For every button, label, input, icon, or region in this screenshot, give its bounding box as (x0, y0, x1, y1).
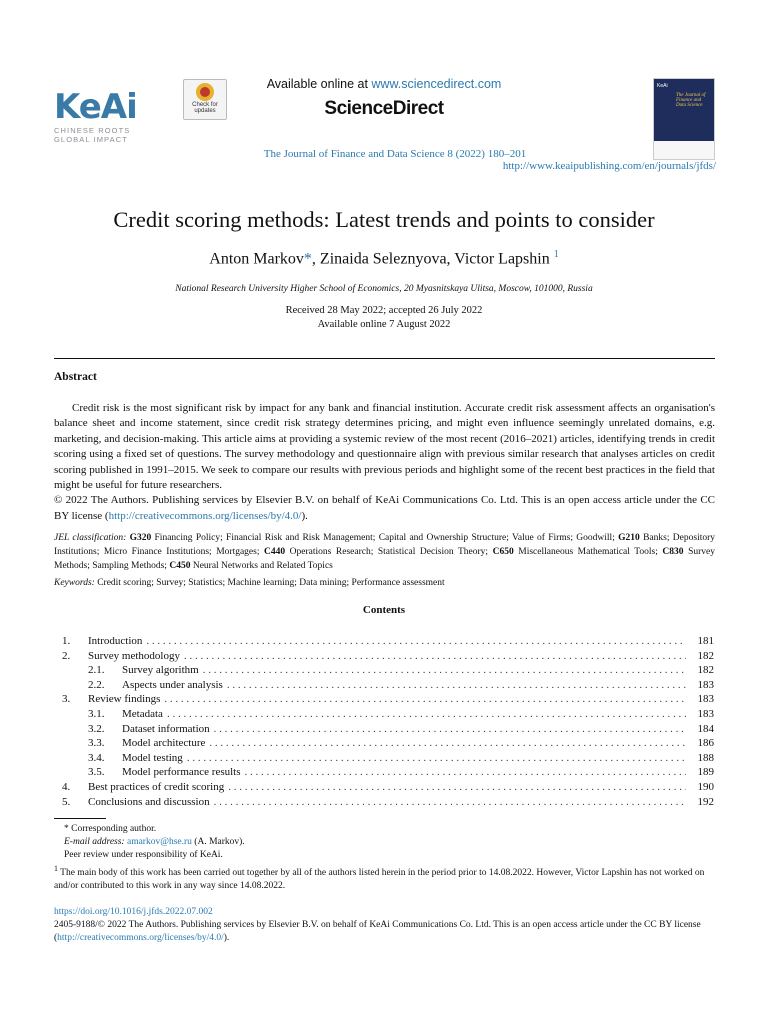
toc-number: 2.1. (88, 664, 105, 677)
toc-number: 3.5. (88, 766, 105, 779)
corresponding-author-note: * Corresponding author. (64, 824, 157, 834)
toc-page-number: 192 (697, 795, 714, 808)
toc-number: 1. (62, 635, 71, 647)
available-date: Available online 7 August 2022 (317, 319, 451, 330)
toc-entry[interactable] (62, 795, 714, 810)
issn-end: ). (223, 933, 230, 943)
toc-leader-dots (203, 663, 686, 678)
toc-entry[interactable] (62, 780, 714, 795)
toc-entry[interactable] (62, 722, 714, 737)
toc-leader-dots (167, 707, 686, 722)
toc-leader-dots (209, 736, 686, 751)
footnote-text: The main body of this work has been carried out together by all of the authors listed herein in the period prior to 14.08.2022. However, Victor Lapshin has not worked on and/or contributed to this work in any way since 14.08.2022. (54, 868, 705, 892)
toc-page-number: 183 (697, 693, 714, 706)
issn-text: 2405-9188/© 2022 The Authors. Publishing services by Elsevier B.V. on behalf of KeAi Communications Co. Ltd. This is an open access article under the CC BY license ( (54, 920, 701, 943)
toc-entry[interactable] (62, 707, 714, 722)
logo-tagline-1: CHINESE ROOTS (54, 126, 131, 135)
toc-label: Aspects under analysis (122, 678, 223, 691)
copyright-end: ). (301, 509, 308, 522)
cover-journal-title: The Journal of Finance and Data Science (676, 93, 706, 108)
journal-url[interactable]: http://www.keaipublishing.com/en/journals/jfds/ (502, 160, 716, 172)
article-title: Credit scoring methods: Latest trends and points to consider (113, 207, 655, 232)
logo-tagline (54, 126, 144, 144)
toc-number: 5. (62, 795, 71, 808)
toc-number: 2. (62, 649, 71, 662)
toc-leader-dots (214, 722, 686, 737)
jel-classification (54, 531, 715, 573)
jel-text: Neural Networks and Related Topics (190, 561, 333, 571)
abstract-body (54, 401, 715, 524)
jel-code: C650 (492, 547, 514, 557)
jel-code: G210 (618, 533, 640, 543)
affiliation: National Research University Higher School of Economics, 20 Myasnitskaya Ulitsa, Moscow, 101000, Russia (175, 284, 593, 294)
jel-code: C450 (169, 561, 191, 571)
jel-text: Miscellaneous Mathematical Tools; (513, 547, 663, 557)
journal-reference[interactable]: The Journal of Finance and Data Science 8 (2022) 180–201 (263, 148, 527, 160)
jel-text: Financing Policy; Financial Risk and Risk Management; Capital and Ownership Structure; Value of Firms; Goodwill; (151, 533, 619, 543)
toc-page-number: 183 (697, 678, 714, 691)
toc-leader-dots (164, 692, 686, 707)
peer-review-note: Peer review under responsibility of KeAi. (64, 850, 223, 860)
toc-page-number: 181 (697, 635, 714, 647)
toc-label: Model performance results (122, 766, 241, 779)
corresponding-author-mark[interactable]: * (303, 250, 312, 268)
toc-label: Survey methodology (88, 649, 180, 662)
toc-label: Model architecture (122, 737, 206, 750)
toc-entry[interactable] (62, 692, 714, 707)
jel-code: C440 (264, 547, 286, 557)
author-list (0, 249, 768, 268)
author-footnote-mark[interactable]: 1 (553, 249, 559, 260)
divider (54, 358, 715, 359)
footnotes (54, 823, 715, 893)
keywords (54, 578, 445, 588)
toc-number: 3.2. (88, 722, 105, 735)
contents-heading: Contents (362, 604, 406, 616)
toc-number: 3.3. (88, 737, 105, 750)
sciencedirect-link[interactable]: www.sciencedirect.com (371, 77, 502, 91)
toc-entry[interactable] (62, 751, 714, 766)
toc-leader-dots (184, 649, 686, 664)
doi-license-link[interactable]: http://creativecommons.org/licenses/by/4.0/ (57, 933, 224, 943)
email-suffix: (A. Markov). (191, 837, 245, 847)
toc-number: 2.2. (88, 678, 105, 691)
abstract-heading: Abstract (54, 371, 97, 383)
toc-label: Metadata (122, 707, 163, 720)
jel-text: Survey Methods; Sampling Methods; (54, 547, 715, 571)
toc-number: 3. (62, 693, 71, 706)
table-of-contents (62, 634, 714, 809)
toc-label: Introduction (88, 635, 143, 647)
toc-entry[interactable] (62, 678, 714, 693)
email-line (54, 836, 715, 849)
article-dates (0, 304, 768, 332)
logo-text: KeAi (54, 87, 137, 127)
toc-page-number: 188 (697, 751, 714, 764)
toc-page-number: 182 (697, 664, 714, 677)
toc-leader-dots (228, 780, 686, 795)
toc-label: Conclusions and discussion (88, 795, 210, 808)
toc-leader-dots (187, 751, 686, 766)
doi-block (54, 906, 715, 945)
license-link[interactable]: http://creativecommons.org/licenses/by/4.0/ (108, 509, 302, 522)
toc-page-number: 184 (697, 722, 714, 735)
toc-entry[interactable] (62, 649, 714, 664)
toc-page-number: 189 (697, 766, 714, 779)
keywords-label: Keywords: (54, 578, 95, 588)
toc-label: Review findings (88, 693, 161, 706)
toc-entry[interactable] (62, 765, 714, 780)
jel-label: JEL classification: (54, 533, 127, 543)
available-prefix: Available online at (266, 77, 372, 91)
toc-entry[interactable] (62, 634, 714, 649)
toc-entry[interactable] (62, 663, 714, 678)
toc-page-number: 190 (697, 780, 714, 793)
cover-publisher: KeAi (657, 83, 668, 89)
logo-tagline-2: GLOBAL IMPACT (54, 135, 128, 144)
footnote-rule (54, 818, 106, 819)
toc-number: 4. (62, 780, 71, 793)
toc-number: 3.4. (88, 751, 105, 764)
received-date: Received 28 May 2022; accepted 26 July 2022 (285, 305, 483, 316)
author-markov: Anton Markov (209, 250, 304, 268)
toc-leader-dots (227, 678, 686, 693)
jel-code: C830 (662, 547, 684, 557)
toc-leader-dots (146, 634, 686, 649)
abstract-text: Credit risk is the most significant risk by impact for any bank and financial institution. Accurate credit risk assessment affects an organisation's balance sheet and income statement, since credit risk strategy determines pricing, and might even influence seemingly unrelated domains, e.g. marketing, and decision-making. This article aims at providing a systemic review of the most recent (2016–2021) articles, identifying trends in credit scoring using a fixed set of questions. The survey methodology and questionnaire align with previous similar research that analyses articles on credit scoring published in 1991–2015. We seek to compare our results with previous periods and highlight some of the recent best practices in the field that might be useful for future researchers. (54, 402, 715, 492)
publisher-name: ScienceDirect (324, 98, 444, 119)
toc-page-number: 182 (697, 649, 714, 662)
toc-label: Best practices of credit scoring (88, 780, 225, 793)
jel-text: Banks; Depository Institutions; Micro Finance Institutions; Mortgages; (54, 533, 716, 557)
toc-entry[interactable] (62, 736, 714, 751)
toc-number: 3.1. (88, 707, 105, 720)
toc-page-number: 186 (697, 737, 714, 750)
toc-leader-dots (245, 765, 686, 780)
toc-label: Model testing (122, 751, 183, 764)
footnote-1 (54, 862, 715, 893)
abstract-copyright (54, 493, 715, 524)
email-link[interactable]: amarkov@hse.ru (126, 837, 192, 847)
check-badge-line-1: Check for (192, 102, 218, 108)
jel-code: G320 (129, 533, 152, 543)
other-authors: , Zinaida Seleznyova, Victor Lapshin (311, 250, 550, 268)
jel-text: Operations Research; Statistical Decision Theory; (285, 547, 493, 557)
toc-label: Survey algorithm (122, 664, 199, 677)
toc-page-number: 183 (697, 707, 714, 720)
check-badge-line-2: updates (194, 108, 216, 114)
email-label: E-mail address: (64, 837, 125, 847)
toc-leader-dots (214, 795, 686, 810)
copyright-text: © 2022 The Authors. Publishing services by Elsevier B.V. on behalf of KeAi Communications Co. Ltd. This is an open access article under the CC BY license ( (54, 494, 715, 522)
doi-link[interactable]: https://doi.org/10.1016/j.jfds.2022.07.002 (54, 907, 213, 917)
toc-label: Dataset information (122, 722, 210, 735)
issn-copyright (54, 919, 715, 945)
keywords-text: Credit scoring; Survey; Statistics; Machine learning; Data mining; Performance assessment (94, 578, 445, 588)
footnote-mark: 1 (54, 864, 58, 873)
